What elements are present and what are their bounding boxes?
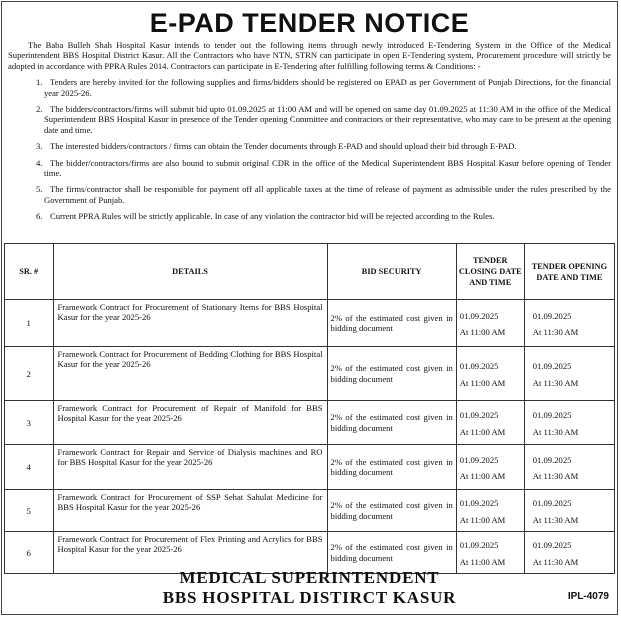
reference-number: IPL-4079 — [567, 591, 609, 602]
opening-time: At 11:30 AM — [532, 327, 579, 337]
term-item — [8, 211, 611, 221]
cell-details: Framework Contract for Procurement of SSP Sehat Sahulat Medicine for BBS Hospital Kasur for the year 2025-26 — [53, 490, 327, 532]
closing-time: At 11:00 AM — [459, 514, 506, 525]
table-row — [5, 347, 615, 401]
cell-opening — [524, 445, 614, 490]
cell-closing — [456, 401, 524, 445]
closing-time: At 11:00 AM — [459, 556, 506, 567]
table-header-row — [5, 244, 615, 300]
cell-bid-security: 2% of the estimated cost given in bidding document — [327, 300, 456, 347]
opening-date: 01.09.2025 — [532, 310, 572, 321]
term-number: 5. — [36, 184, 43, 195]
term-number: 1. — [36, 77, 43, 88]
signatory-title: MEDICAL SUPERINTENDENT — [179, 568, 440, 587]
closing-time: At 11:00 AM — [459, 327, 506, 337]
closing-date: 01.09.2025 — [459, 310, 499, 321]
opening-date: 01.09.2025 — [532, 361, 572, 372]
term-number: 4. — [36, 157, 43, 168]
opening-date: 01.09.2025 — [532, 410, 572, 421]
term-text: The interested bidders/contractors / firms can obtain the Tender documents through E-PAD and should upload their bid through E-PAD. — [50, 141, 517, 152]
table-row — [5, 300, 615, 347]
term-text: The firms/contractor shall be responsible for payment off all applicable taxes at the time of release of payment as admissible under the rules prescribed by the Government of Punjab. — [44, 184, 611, 205]
opening-date: 01.09.2025 — [532, 454, 572, 465]
cell-opening — [524, 347, 614, 401]
opening-date: 01.09.2025 — [532, 540, 572, 551]
term-text: Tenders are hereby invited for the following supplies and firms/bidders should be registered on EPAD as per Government of Punjab Directions, for the financial year 2025-26. — [44, 77, 611, 98]
term-text: The bidder/contractors/firms are also bound to submit original CDR in the office of the Medical Superintendent BBS Hospital Kasur before opening of Tender time. — [44, 157, 611, 179]
term-text: Current PPRA Rules will be strictly applicable. In case of any violation the contractor bid will be rejected according to the Rules. — [50, 211, 495, 222]
header-opening: TENDER OPENING DATE AND TIME — [524, 244, 614, 300]
opening-time: At 11:30 AM — [532, 426, 579, 437]
term-number: 3. — [36, 141, 43, 152]
header-details: DETAILS — [53, 244, 327, 300]
terms-list — [8, 77, 611, 221]
cell-bid-security: 2% of the estimated cost given in bidding document — [327, 490, 456, 532]
opening-time: At 11:30 AM — [532, 514, 579, 525]
cell-details: Framework Contract for Repair and Service of Dialysis machines and RO for BBS Hospital Kasur for the year 2025-26 — [53, 445, 327, 490]
cell-bid-security: 2% of the estimated cost given in bidding document — [327, 401, 456, 445]
opening-time: At 11:30 AM — [532, 377, 579, 388]
cell-sr: 5 — [5, 490, 54, 532]
term-number: 2. — [36, 104, 43, 115]
cell-sr: 6 — [5, 532, 54, 574]
cell-opening — [524, 401, 614, 445]
closing-date: 01.09.2025 — [459, 540, 499, 551]
opening-date: 01.09.2025 — [532, 498, 572, 509]
closing-date: 01.09.2025 — [459, 410, 499, 421]
closing-time: At 11:00 AM — [459, 471, 506, 481]
header-closing: TENDER CLOSING DATE AND TIME — [456, 244, 524, 300]
cell-sr: 1 — [5, 300, 54, 347]
term-text: The bidders/contractors/firms will submit bid upto 01.09.2025 at 11:00 AM and will be opened on same day 01.09.2025 at 11:30 AM in the office of the Medical Superintendent BBS Hospital Kasur in presence of the Tender opening Committee and contractors or their representative, who may care to be present at the opening date and time. — [44, 104, 611, 135]
cell-closing — [456, 347, 524, 401]
cell-bid-security: 2% of the estimated cost given in bidding document — [327, 532, 456, 574]
cell-sr: 3 — [5, 401, 54, 445]
cell-closing — [456, 445, 524, 490]
table-row — [5, 490, 615, 532]
term-item — [8, 104, 611, 135]
opening-time: At 11:30 AM — [532, 471, 579, 481]
table-row — [5, 445, 615, 490]
cell-closing — [456, 300, 524, 347]
closing-date: 01.09.2025 — [459, 498, 499, 509]
cell-details: Framework Contract for Procurement of Flex Printing and Acrylics for BBS Hospital Kasur for the year 2025-26 — [53, 532, 327, 574]
term-item — [8, 184, 611, 205]
term-item — [8, 158, 611, 179]
cell-opening — [524, 300, 614, 347]
cell-bid-security: 2% of the estimated cost given in bidding document — [327, 445, 456, 490]
signatory-office: BBS HOSPITAL DISTIRCT KASUR — [162, 588, 457, 607]
closing-time: At 11:00 AM — [459, 377, 506, 388]
closing-date: 01.09.2025 — [459, 454, 499, 465]
header-sr: SR. # — [5, 244, 54, 300]
term-item — [8, 77, 611, 98]
tender-notice — [1, 1, 618, 615]
table-row — [5, 401, 615, 445]
opening-time: At 11:30 AM — [532, 556, 579, 567]
term-item — [8, 141, 611, 151]
cell-details: Framework Contract for Procurement of Bedding Clothing for BBS Hospital Kasur for the year 2025-26 — [53, 347, 327, 401]
cell-closing — [456, 490, 524, 532]
closing-date: 01.09.2025 — [459, 361, 499, 372]
closing-time: At 11:00 AM — [459, 426, 506, 437]
header-bid-security: BID SECURITY — [327, 244, 456, 300]
cell-details: Framework Contract for Procurement of Stationary Items for BBS Hospital Kasur for the year 2025-26 — [53, 300, 327, 347]
intro-paragraph: The Baba Bulleh Shah Hospital Kasur intends to tender out the following items through newly introduced E-Tendering System in the Office of the Medical Superintendent BBS Hospital District Kasur. All the Contractors who have NTN, STRN can participate in open E-Tendering system, Procurement procedure will strictly be adopted in accordance with PPRA Rules 2014. Contractors can participate in E-Tendering after fulfilling following terms & Conditions: - — [8, 40, 611, 71]
cell-sr: 4 — [5, 445, 54, 490]
cell-details: Framework Contract for Procurement of Repair of Manifold for BBS Hospital Kasur for the year 2025-26 — [53, 401, 327, 445]
cell-sr: 2 — [5, 347, 54, 401]
tender-table — [4, 243, 615, 574]
cell-opening — [524, 490, 614, 532]
cell-bid-security: 2% of the estimated cost given in bidding document — [327, 347, 456, 401]
page-title: E-PAD TENDER NOTICE — [149, 8, 470, 38]
term-number: 6. — [36, 211, 43, 222]
